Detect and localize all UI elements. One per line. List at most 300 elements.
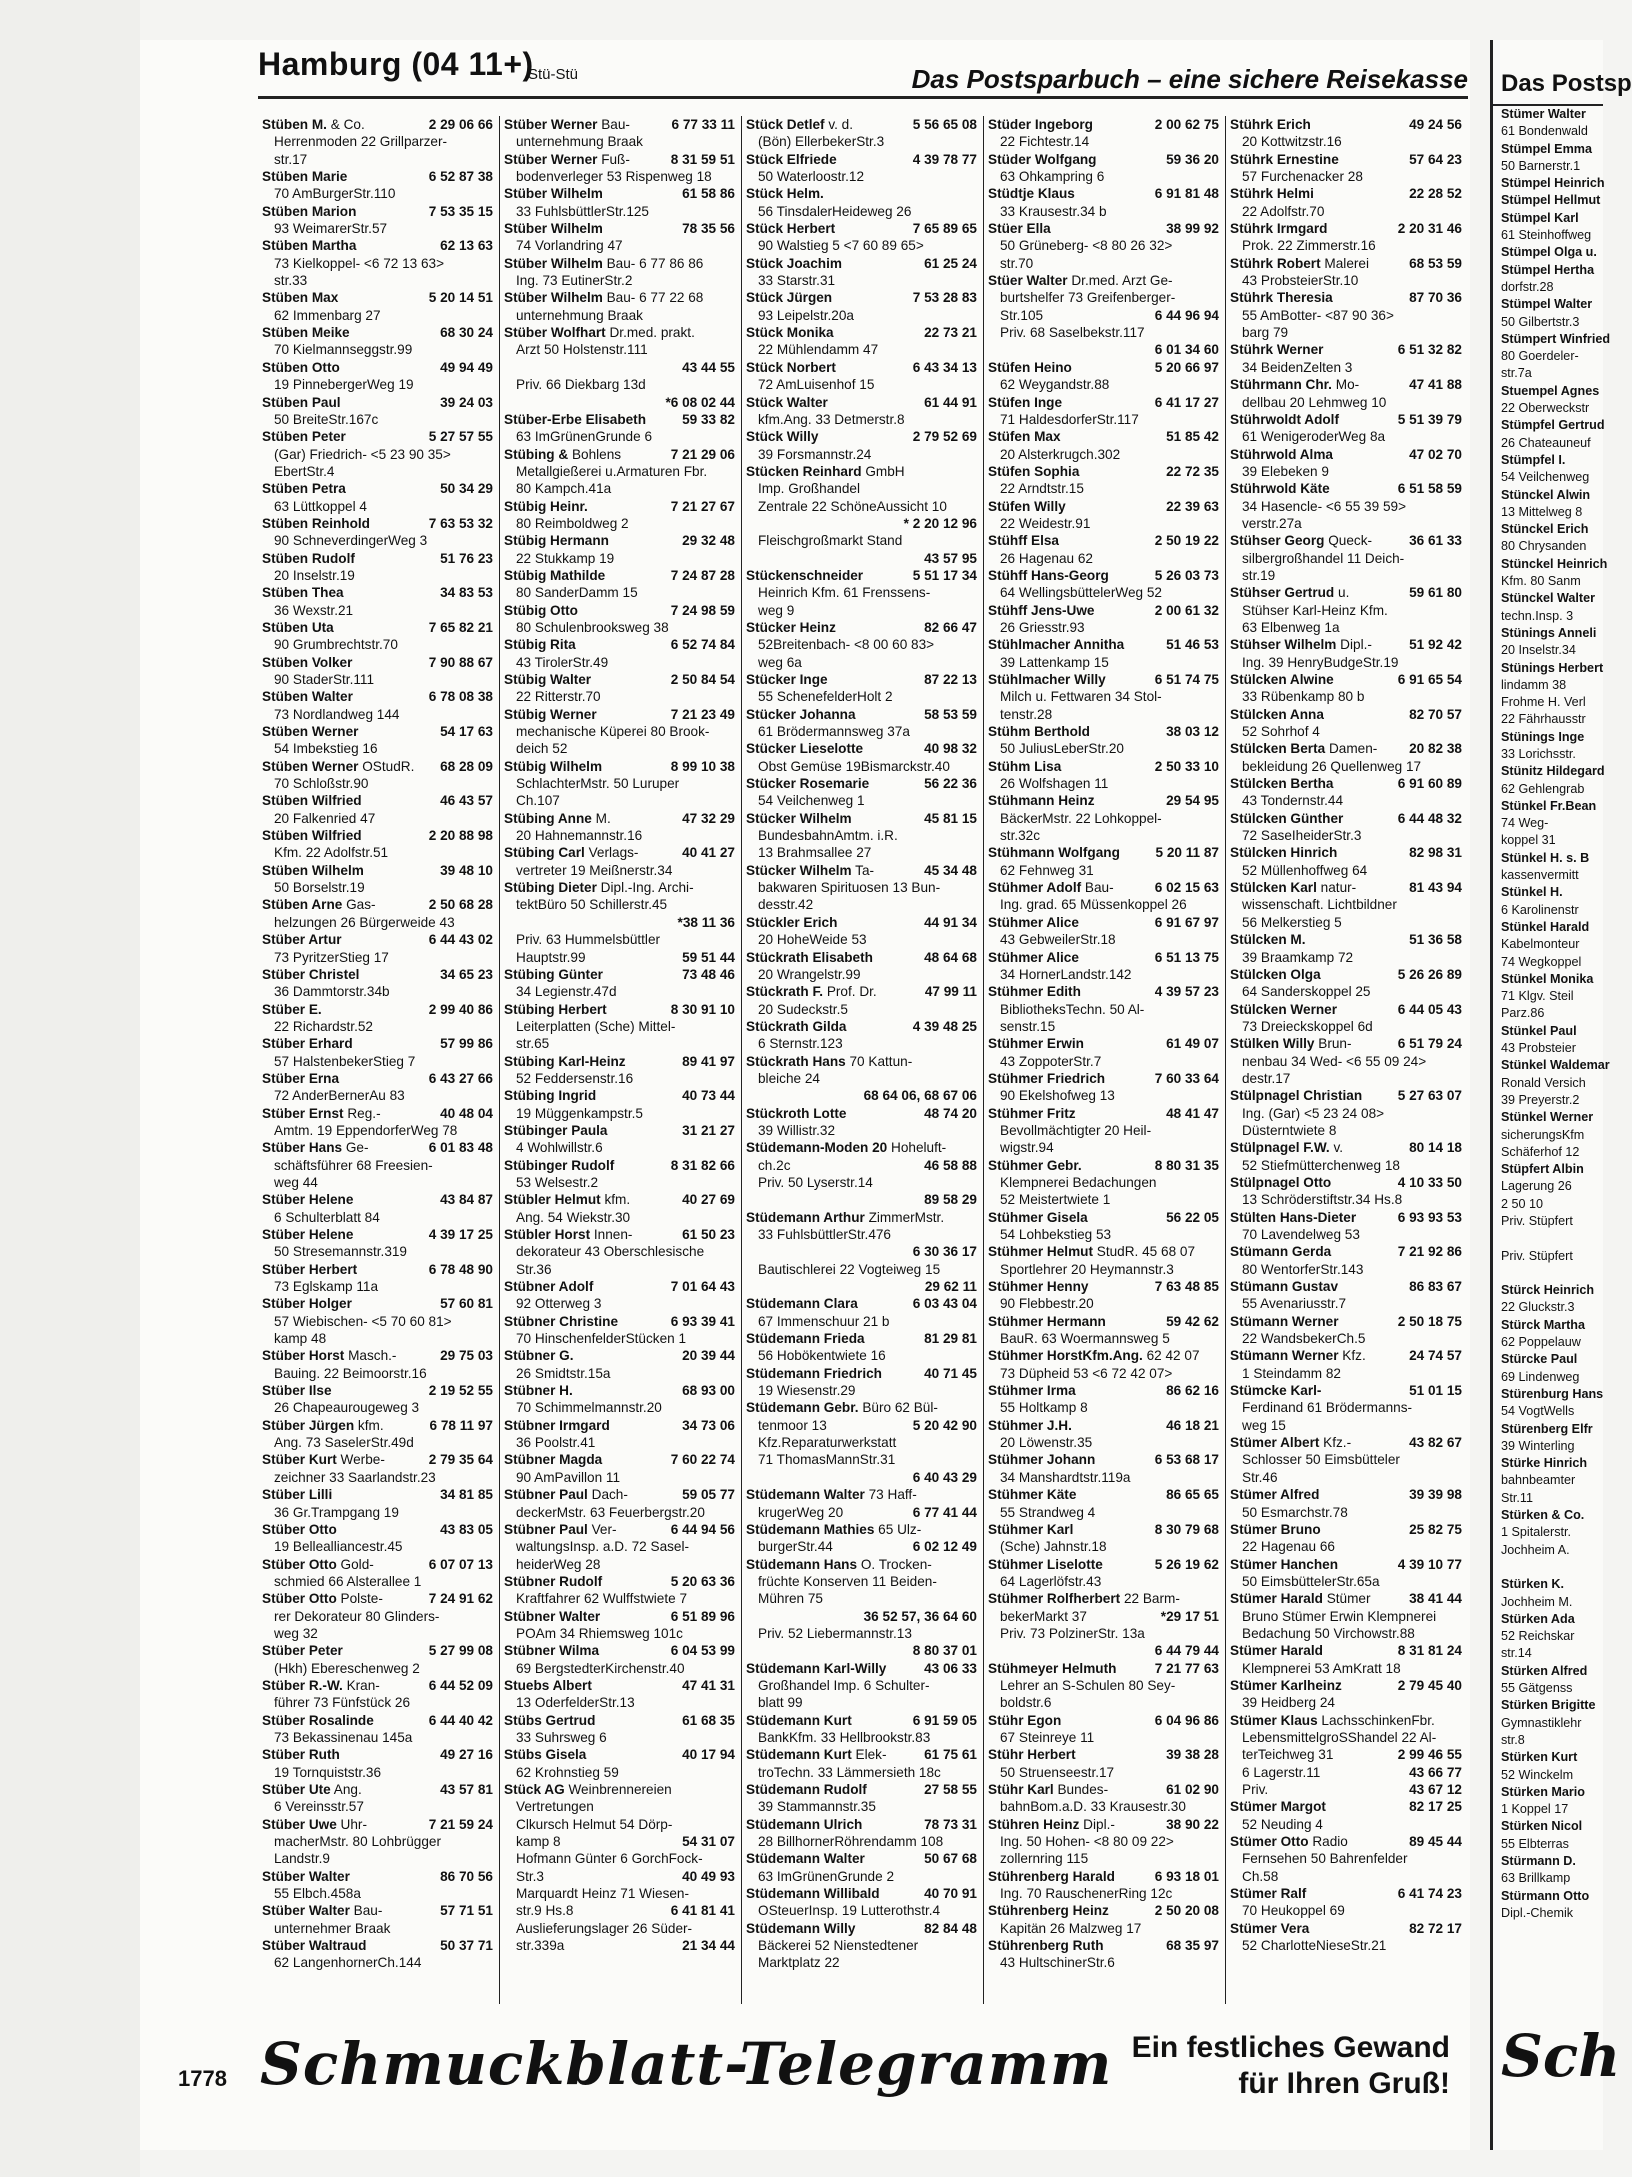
entry-continuation: [746, 1191, 977, 1208]
entry-continuation: [1230, 1330, 1462, 1347]
phone-number: [731, 1764, 735, 1781]
entry-text: 50 Waterloostr.12: [758, 169, 865, 185]
entry-continuation: [988, 411, 1219, 428]
phone-number: [973, 1868, 977, 1885]
entry-text: Stücker Wilhelm: [746, 810, 852, 826]
entry-text: Metallgießerei u.Armaturen Fbr.: [516, 463, 708, 479]
entry-text: bodenverleger 53 Rispenweg 18: [516, 169, 712, 185]
phone-number: 47 02 70: [1409, 446, 1462, 462]
entry-line: [262, 203, 493, 220]
phone-number: [489, 1434, 493, 1451]
phone-number: [1458, 168, 1462, 185]
adjacent-entry: 22 Gluckstr.3: [1501, 1300, 1575, 1315]
adjacent-page-strip: [1490, 40, 1632, 2150]
phone-number: 43 44 55: [682, 359, 735, 375]
entry-continuation: [1230, 1295, 1462, 1312]
entry-line: [504, 1122, 735, 1139]
entry-text: 50 Struenseestr.17: [1000, 1764, 1115, 1780]
entry-text: silbergroßhandel 11 Deich-: [1242, 550, 1405, 566]
phone-number: [731, 255, 735, 272]
entry-line: [1230, 1382, 1462, 1399]
entry-line: [746, 619, 977, 636]
entry-text: Stübner Magda: [504, 1452, 603, 1468]
entry-text: Stüben M. & Co.: [262, 117, 365, 132]
entry-text: [504, 359, 516, 376]
entry-text: krugerWeg 20: [758, 1504, 844, 1520]
entry-line: [746, 1521, 977, 1538]
entry-text: deckerMstr. 63 Feuerbergstr.20: [516, 1504, 705, 1520]
entry-continuation: [262, 879, 493, 896]
entry-text: 57 Furchenacker 28: [1242, 169, 1363, 185]
entry-text: Herrenmoden 22 Grillparzer-: [274, 134, 448, 150]
phone-number: 5 27 63 07: [1397, 1088, 1462, 1104]
entry-text: Stübner Paul Dach-: [504, 1487, 628, 1503]
entry-line: [262, 1902, 493, 1919]
entry-text: waltungsInsp. a.D. 72 Sasel-: [516, 1539, 690, 1555]
phone-number: 6 51 79 24: [1397, 1036, 1462, 1052]
phone-number: [1215, 931, 1219, 948]
adjacent-entry: Stünckel Walter: [1501, 591, 1596, 606]
entry-line: [1230, 289, 1462, 306]
entry-text: Stuebs Albert: [504, 1677, 592, 1693]
phone-number: [731, 1174, 735, 1191]
entry-text: 63 ImGrünenGrunde 2: [758, 1868, 895, 1884]
entry-continuation: [504, 1105, 735, 1122]
entry-continuation: [746, 1504, 977, 1521]
entry-text: Stühmer Liselotte: [988, 1556, 1103, 1572]
phone-number: [731, 324, 735, 341]
adjacent-entry: 54 VogtWells: [1501, 1404, 1575, 1419]
entry-continuation: [1230, 1538, 1462, 1555]
phone-number: 43 83 05: [440, 1521, 493, 1537]
entry-text: str.17: [274, 151, 308, 167]
phone-number: [489, 1833, 493, 1850]
phone-number: 6 44 96 94: [1154, 307, 1219, 323]
entry-continuation: [988, 1642, 1219, 1659]
entry-line: [1230, 1712, 1462, 1729]
entry-text: Stüber R.-W. Kran-: [262, 1677, 380, 1693]
entry-text: 52 Neuding 4: [1242, 1816, 1323, 1832]
entry-text: 64 Lagerlöfstr.43: [1000, 1573, 1102, 1589]
phone-number: [973, 532, 977, 549]
phone-number: 61 58 86: [682, 186, 735, 202]
entry-text: Stümer Harald: [1230, 1643, 1323, 1659]
entry-continuation: [262, 810, 493, 827]
entry-continuation: [1230, 203, 1462, 220]
adjacent-entry: sicherungsKfm: [1501, 1127, 1585, 1142]
phone-number: [489, 914, 493, 931]
phone-number: [973, 411, 977, 428]
entry-continuation: [262, 1313, 493, 1330]
entry-text: Stübing Herbert: [504, 1001, 607, 1017]
entry-text: Stühmann Wolfgang: [988, 845, 1120, 861]
entry-text: Sportlehrer 20 Heymannstr.3: [1000, 1261, 1174, 1277]
entry-continuation: [504, 1399, 735, 1416]
phone-number: [1458, 1469, 1462, 1486]
entry-line: [988, 636, 1219, 653]
entry-continuation: [1230, 1781, 1462, 1798]
entry-continuation: [504, 1295, 735, 1312]
entry-text: Stübing & Bohlens: [504, 446, 622, 462]
phone-number: 59 42 62: [1166, 1313, 1219, 1329]
entry-text: Stüdemann Gebr. Büro 62 Bül-: [746, 1400, 938, 1416]
entry-text: 70 Kielmannseggstr.99: [274, 342, 413, 358]
entry-line: [988, 602, 1219, 619]
entry-text: 1 Steindamm 82: [1242, 1365, 1341, 1381]
entry-text: Stühmer Edith: [988, 984, 1081, 1000]
entry-continuation: [988, 966, 1219, 983]
phone-number: [489, 740, 493, 757]
phone-number: [1215, 1833, 1219, 1850]
entry-continuation: [262, 1053, 493, 1070]
entry-text: Priv. 50 Lyserstr.14: [758, 1174, 873, 1190]
entry-text: Clkursch Helmut 54 Dörp-: [516, 1816, 673, 1832]
entry-text: 80 Schulenbrooksweg 38: [516, 619, 669, 635]
entry-text: Ing. (Gar) <5 23 24 08>: [1242, 1105, 1385, 1121]
entry-text: 19 Müggenkampstr.5: [516, 1105, 643, 1121]
phone-number: [1458, 1694, 1462, 1711]
entry-text: Stühmer Friedrich: [988, 1070, 1106, 1086]
adjacent-entry: Jochheim A.: [1501, 1542, 1570, 1557]
entry-text: 20 Hahnemannstr.16: [516, 828, 643, 844]
entry-text: Bauing. 22 Beimoorstr.16: [274, 1365, 427, 1381]
entry-continuation: [504, 341, 735, 358]
phone-number: 7 53 28 83: [912, 290, 977, 306]
phone-number: [1458, 1226, 1462, 1243]
entry-continuation: [504, 740, 735, 757]
entry-text: 73 Düpheid 53 <6 72 42 07>: [1000, 1365, 1173, 1381]
entry-line: [504, 255, 735, 272]
adjacent-entry: Stüpfert Albin: [1501, 1162, 1584, 1177]
phone-number: 51 46 53: [1166, 637, 1219, 653]
phone-number: 5 27 99 08: [428, 1643, 493, 1659]
entry-continuation: [988, 480, 1219, 497]
phone-number: 86 83 67: [1409, 1279, 1462, 1295]
column-2: [500, 116, 742, 2004]
entry-text: Stübig Walter: [504, 672, 592, 687]
phone-number: [1215, 688, 1219, 705]
entry-text: Stüber Wilhelm: [504, 221, 603, 237]
phone-number: 40 70 91: [924, 1886, 977, 1902]
entry-text: Stüben Rudolf: [262, 550, 355, 566]
entry-text: LebensmittelgroSShandel 22 Al-: [1242, 1729, 1437, 1745]
entry-text: 22 Ritterstr.70: [516, 689, 601, 705]
entry-text: Ing. 50 Hohen- <8 80 09 22>: [1000, 1834, 1174, 1850]
entry-continuation: [1230, 1070, 1462, 1087]
adjacent-entry: Stürken K.: [1501, 1577, 1564, 1592]
adjacent-entry: Parz.86: [1501, 1006, 1545, 1021]
phone-number: [489, 1850, 493, 1867]
entry-text: 73 Eglskamp 11a: [274, 1279, 379, 1295]
phone-number: 6 44 05 43: [1397, 1001, 1462, 1017]
entry-text: Stühmer Karl: [988, 1521, 1074, 1537]
entry-text: Stüber Wilhelm: [504, 186, 603, 202]
adjacent-entry: Stürcke Paul: [1501, 1352, 1578, 1367]
entry-text: Stüben Reinhold: [262, 515, 370, 531]
entry-line: [988, 567, 1219, 584]
entry-text: 22 Hagenau 66: [1242, 1539, 1335, 1555]
entry-text: Kfz.Reparaturwerkstatt: [758, 1435, 897, 1451]
entry-text: Stüdemann Ulrich: [746, 1816, 863, 1832]
phone-number: [489, 879, 493, 896]
phone-number: 6 30 36 17: [912, 1244, 977, 1260]
entry-text: terTeichweg 31: [1242, 1747, 1334, 1763]
entry-text: Stüdtje Klaus: [988, 186, 1075, 202]
phone-number: 6 44 79 44: [1154, 1643, 1219, 1659]
entry-text: Stülcken Anna: [1230, 706, 1324, 722]
adjacent-entry: Gymnastiklehr: [1501, 1715, 1582, 1730]
entry-line: [504, 1712, 735, 1729]
phone-number: [489, 220, 493, 237]
entry-line: [262, 359, 493, 376]
entry-text: Stümer Bruno: [1230, 1521, 1321, 1537]
entry-text: 28 BillhornerRöhrendamm 108: [758, 1834, 944, 1850]
entry-continuation: [504, 914, 735, 931]
entry-line: [746, 394, 977, 411]
entry-text: Stühser Karl-Heinz Kfm.: [1242, 602, 1388, 618]
entry-continuation: [262, 706, 493, 723]
entry-text: 73 Bekassinenau 145a: [274, 1729, 413, 1745]
entry-line: [262, 688, 493, 705]
entry-text: unternehmung Braak: [516, 307, 643, 323]
entry-text: 71 ThomasMannStr.31: [758, 1452, 896, 1468]
entry-line: [504, 1521, 735, 1538]
entry-continuation: [504, 1625, 735, 1642]
entry-text: Stüber Erhard: [262, 1036, 353, 1052]
entry-continuation: [988, 896, 1219, 913]
entry-continuation: [988, 1087, 1219, 1104]
entry-text: Stück Walter: [746, 394, 828, 410]
entry-text: Stühr Egon: [988, 1712, 1062, 1728]
phone-number: [973, 376, 977, 393]
entry-text: 62 Fehnweg 31: [1000, 862, 1094, 878]
adjacent-entry: Stünckel Heinrich: [1501, 556, 1608, 571]
entry-line: [262, 862, 493, 879]
entry-line: [262, 1712, 493, 1729]
entry-line: [504, 220, 735, 237]
phone-number: 6 01 34 60: [1154, 342, 1219, 358]
entry-continuation: [504, 359, 735, 376]
entry-continuation: [746, 1347, 977, 1364]
entry-text: 71 HaldesdorferStr.117: [1000, 411, 1139, 427]
adjacent-entry: Kfm. 80 Sanm: [1501, 574, 1581, 589]
entry-text: 73 Nordlandweg 144: [274, 706, 400, 722]
adjacent-entry: Stünings Inge: [1501, 729, 1585, 744]
phone-number: [1215, 1174, 1219, 1191]
entry-line: [262, 1937, 493, 1954]
entry-continuation: [504, 1243, 735, 1260]
phone-number: [489, 411, 493, 428]
entry-continuation: [746, 1174, 977, 1191]
entry-text: Stübner H.: [504, 1383, 573, 1399]
phone-number: [731, 1781, 735, 1798]
adjacent-page-banner: Sch: [1501, 2022, 1621, 2090]
entry-text: Stüben Wilhelm: [262, 862, 364, 878]
entry-text: 55 Strandweg 4: [1000, 1504, 1096, 1520]
phone-number: 68 28 09: [440, 758, 493, 774]
column-4: [984, 116, 1226, 2004]
phone-number: 2 99 40 86: [428, 1001, 493, 1017]
entry-continuation: [262, 636, 493, 653]
entry-text: unternehmung Braak: [516, 134, 643, 150]
adjacent-entry: kassenvermitt: [1501, 868, 1579, 883]
entry-continuation: [1230, 1191, 1462, 1208]
phone-number: [973, 1902, 977, 1919]
entry-text: bakwaren Spirituosen 13 Bun-: [758, 880, 941, 896]
phone-number: 86 70 56: [440, 1868, 493, 1884]
column-3: [742, 116, 984, 2004]
phone-number: 7 01 64 43: [670, 1279, 735, 1295]
entry-text: 34 Hasencle- <6 55 39 59>: [1242, 498, 1407, 514]
entry-text: 13 OderfelderStr.13: [516, 1695, 635, 1711]
phone-number: 39 38 28: [1166, 1747, 1219, 1763]
entry-continuation: [262, 1608, 493, 1625]
entry-line: [504, 671, 735, 688]
adjacent-entry: Stümpel Olga u.: [1501, 245, 1597, 260]
entry-text: 20 Sudeckstr.5: [758, 1001, 848, 1017]
entry-text: deich 52: [516, 741, 568, 757]
adjacent-entry: Stünkel Waldemar: [1501, 1058, 1610, 1073]
entry-text: 52 Meistertwiete 1: [1000, 1192, 1111, 1208]
phone-number: 68 35 97: [1166, 1938, 1219, 1954]
entry-continuation: [262, 1243, 493, 1260]
entry-text: 62 Weygandstr.88: [1000, 377, 1110, 393]
entry-text: Priv. 52 Liebermannstr.13: [758, 1625, 912, 1641]
phone-number: 7 21 27 67: [670, 498, 735, 514]
entry-text: str.70: [1000, 255, 1034, 271]
phone-number: [1215, 480, 1219, 497]
entry-continuation: [988, 1694, 1219, 1711]
entry-continuation: [988, 1399, 1219, 1416]
phone-number: 6 93 93 53: [1397, 1209, 1462, 1225]
entry-continuation: [1230, 1504, 1462, 1521]
adjacent-entry: koppel 31: [1501, 833, 1556, 848]
entry-text: BundesbahnAmtm. i.R.: [758, 828, 898, 844]
phone-number: 43 57 95: [924, 550, 977, 566]
phone-number: 36 61 33: [1409, 533, 1462, 549]
entry-line: [504, 1226, 735, 1243]
entry-continuation: [988, 1226, 1219, 1243]
entry-text: 22 Adolfstr.70: [1242, 203, 1325, 219]
entry-continuation: [1230, 394, 1462, 411]
entry-continuation: [504, 862, 735, 879]
entry-text: Vertretungen: [516, 1799, 594, 1815]
entry-text: [988, 341, 1000, 358]
phone-number: [973, 602, 977, 619]
entry-line: [504, 706, 735, 723]
entry-line: [262, 931, 493, 948]
phone-number: [973, 827, 977, 844]
entry-line: [746, 1781, 977, 1798]
phone-number: [489, 1660, 493, 1677]
phone-number: [731, 1434, 735, 1451]
entry-text: Stübner Adolf: [504, 1279, 594, 1295]
entry-text: Stück Monika: [746, 325, 834, 341]
entry-text: helzungen 26 Bürgerweide 43: [274, 914, 455, 930]
entry-line: [746, 1746, 977, 1763]
phone-number: [1215, 515, 1219, 532]
name-range: Stü-Stü: [528, 66, 579, 83]
phone-number: 57 64 23: [1409, 151, 1462, 167]
phone-number: 78 35 56: [682, 221, 735, 237]
entry-continuation: [746, 1001, 977, 1018]
phone-number: 6 02 15 63: [1154, 880, 1219, 896]
phone-number: 68 64 06, 68 67 06: [863, 1088, 977, 1104]
entry-continuation: [1230, 1451, 1462, 1468]
entry-text: str.65: [516, 1036, 550, 1052]
adjacent-page-header: Das Postsp: [1493, 40, 1603, 106]
phone-number: [973, 203, 977, 220]
entry-text: rer Dekorateur 80 Glinders-: [274, 1608, 440, 1624]
entry-line: [746, 740, 977, 757]
phone-number: 6 44 94 56: [670, 1521, 735, 1537]
entry-continuation: [1230, 1729, 1462, 1746]
phone-number: [1215, 775, 1219, 792]
adjacent-entry: 33 Lorichsstr.: [1501, 746, 1576, 761]
adjacent-entry: 69 Lindenweg: [1501, 1369, 1580, 1384]
entry-continuation: [504, 203, 735, 220]
entry-text: Imp. Großhandel: [758, 481, 860, 497]
entry-text: Stücker Rosemarie: [746, 776, 870, 792]
phone-number: 2 00 62 75: [1154, 117, 1219, 132]
entry-line: [1230, 1313, 1462, 1330]
phone-number: 87 70 36: [1409, 290, 1462, 306]
entry-line: [262, 792, 493, 809]
entry-text: nenbau 34 Wed- <6 55 09 24>: [1242, 1053, 1427, 1069]
phone-number: 43 67 12: [1409, 1782, 1462, 1797]
entry-text: 33 Starstr.31: [758, 273, 836, 289]
entry-continuation: [1230, 1937, 1462, 1954]
adjacent-entry: Stümpfel Gertrud: [1501, 418, 1605, 433]
phone-number: 59 36 20: [1166, 151, 1219, 167]
entry-line: [988, 1243, 1219, 1260]
entry-continuation: [262, 1278, 493, 1295]
entry-text: Stühr Herbert: [988, 1747, 1076, 1763]
entry-text: Stühmer Alice: [988, 949, 1079, 965]
entry-line: [988, 1712, 1219, 1729]
adjacent-entry: [1493, 1230, 1603, 1247]
phone-number: [1458, 1122, 1462, 1139]
entry-line: [746, 810, 977, 827]
phone-number: [973, 1001, 977, 1018]
entry-line: [262, 1451, 493, 1468]
adjacent-entry: Stümpel Emma: [1501, 141, 1592, 156]
entry-text: Amtm. 19 EppendorferWeg 78: [274, 1122, 458, 1138]
adjacent-entry: 39 Winterling: [1501, 1438, 1575, 1453]
entry-text: destr.17: [1242, 1070, 1291, 1086]
adjacent-entry: Stürken Alfred: [1501, 1663, 1588, 1678]
phone-number: 89 58 29: [924, 1192, 977, 1208]
entry-line: [504, 1053, 735, 1070]
phone-number: [973, 1521, 977, 1538]
entry-text: Stühser Wilhelm Dipl.-: [1230, 637, 1372, 653]
entry-continuation: [988, 1122, 1219, 1139]
entry-text: 80 SanderDamm 15: [516, 585, 638, 601]
page-header: [258, 46, 1468, 99]
entry-text: Str.105: [1000, 307, 1044, 323]
entry-continuation: [1230, 168, 1462, 185]
phone-number: 51 92 42: [1409, 637, 1462, 653]
entry-continuation: [746, 844, 977, 861]
phone-number: [1215, 1504, 1219, 1521]
phone-number: 6 52 87 38: [428, 169, 493, 185]
entry-line: [988, 272, 1219, 289]
entry-text: 33 FuhlsbüttlerStr.125: [516, 203, 649, 219]
adjacent-entry: Stümpel Hellmut: [1501, 193, 1601, 208]
entry-text: Zentrale 22 SchöneAussicht 10: [758, 498, 947, 514]
entry-text: 52 Feddersenstr.16: [516, 1070, 634, 1086]
entry-continuation: [504, 1469, 735, 1486]
